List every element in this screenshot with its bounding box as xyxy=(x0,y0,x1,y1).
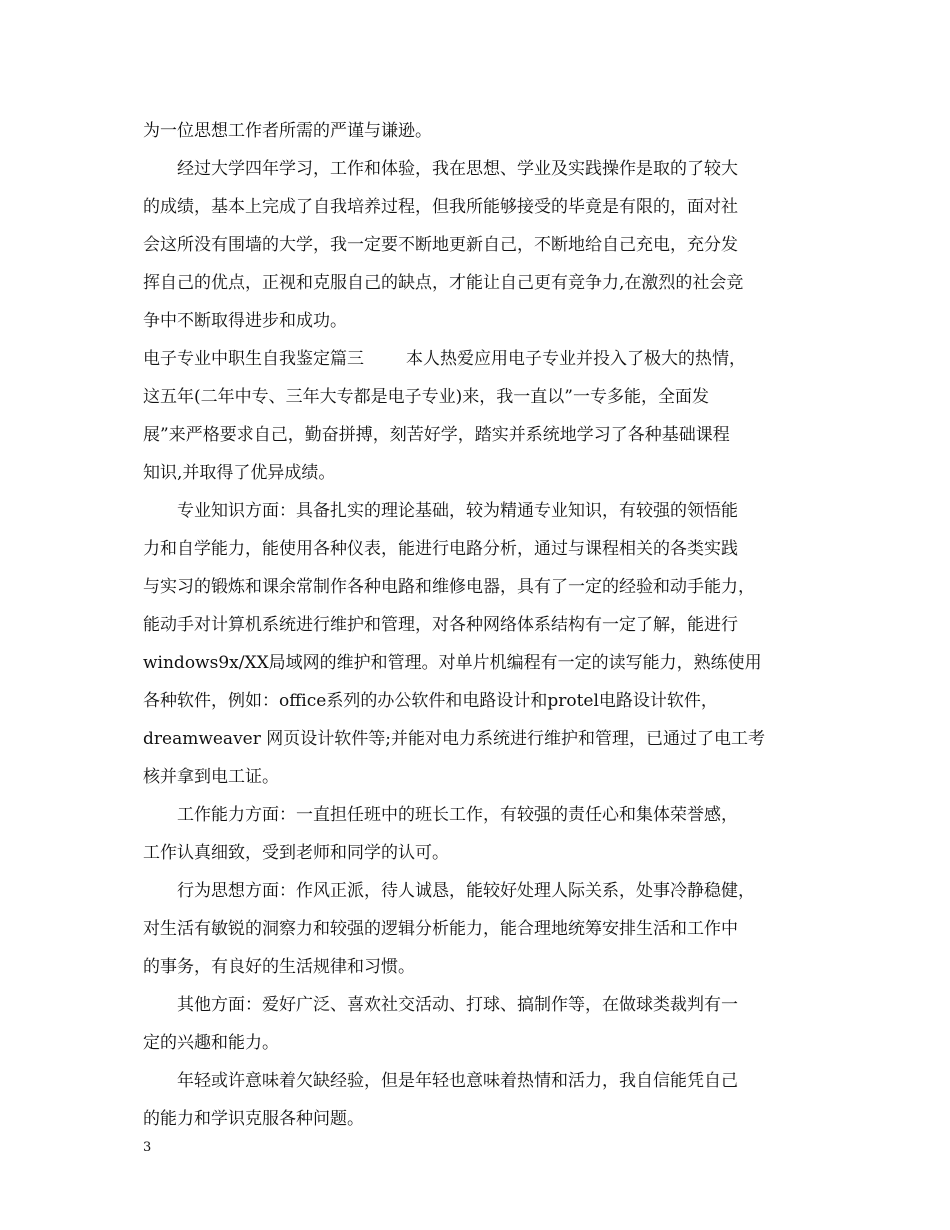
text-line: 的成绩，基本上完成了自我培养过程，但我所能够接受的毕竟是有限的，面对社 xyxy=(143,197,738,217)
section-heading: 电子专业中职生自我鉴定篇三 xyxy=(143,349,364,369)
text-line: 的事务，有良好的生活规律和习惯。 xyxy=(143,957,415,977)
text-line: 会这所没有围墙的大学，我一定要不断地更新自己，不断地给自己充电，充分发 xyxy=(143,235,738,255)
text-line: 核并拿到电工证。 xyxy=(143,767,279,787)
paragraph-start-line: 专业知识方面：具备扎实的理论基础，较为精通专业知识，有较强的领悟能 xyxy=(177,501,738,521)
text-line: 能动手对计算机系统进行维护和管理，对各种网络体系结构有一定了解，能进行 xyxy=(143,615,738,635)
paragraph-start-line: 工作能力方面：一直担任班中的班长工作，有较强的责任心和集体荣誉感， xyxy=(177,805,738,825)
text-line: 争中不断取得进步和成功。 xyxy=(143,311,347,331)
paragraph-start-line: 经过大学四年学习，工作和体验，我在思想、学业及实践操作是取的了较大 xyxy=(177,159,738,179)
section-intro-text: 本人热爱应用电子专业并投入了极大的热情， xyxy=(406,349,746,369)
paragraph-start-line: 行为思想方面：作风正派，待人诚恳，能较好处理人际关系，处事冷静稳健， xyxy=(177,881,755,901)
text-line: 力和自学能力，能使用各种仪表，能进行电路分析，通过与课程相关的各类实践 xyxy=(143,539,738,559)
text-line: 展”来严格要求自己，勤奋拼搏，刻苦好学，踏实并系统地学习了各种基础课程 xyxy=(143,425,730,445)
page-number: 3 xyxy=(143,1140,152,1155)
section-heading-line xyxy=(143,340,833,378)
text-line: 工作认真细致，受到老师和同学的认可。 xyxy=(143,843,449,863)
text-line: 挥自己的优点，正视和克服自己的缺点，才能让自己更有竞争力,在激烈的社会竞 xyxy=(143,273,744,293)
paragraph-start-line: 其他方面：爱好广泛、喜欢社交活动、打球、搞制作等，在做球类裁判有一 xyxy=(177,995,738,1015)
text-line: 各种软件，例如：office系列的办公软件和电路设计和protel电路设计软件， xyxy=(143,691,718,711)
text-line: 这五年(二年中专、三年大专都是电子专业)来，我一直以”一专多能，全面发 xyxy=(143,387,709,407)
text-line: windows9x/XX局域网的维护和管理。对单片机编程有一定的读写能力，熟练使用 xyxy=(143,653,762,673)
text-line: 为一位思想工作者所需的严谨与谦逊。 xyxy=(143,121,432,141)
text-line: 对生活有敏锐的洞察力和较强的逻辑分析能力，能合理地统筹安排生活和工作中 xyxy=(143,919,738,939)
text-line: 定的兴趣和能力。 xyxy=(143,1033,279,1053)
text-line: 与实习的锻炼和课余常制作各种电路和维修电器，具有了一定的经验和动手能力， xyxy=(143,577,755,597)
text-line: dreamweaver 网页设计软件等;并能对电力系统进行维护和管理，已通过了电工考 xyxy=(143,729,765,749)
text-line: 的能力和学识克服各种问题。 xyxy=(143,1109,364,1129)
text-line: 知识,并取得了优异成绩。 xyxy=(143,463,336,483)
paragraph-start-line: 年轻或许意味着欠缺经验，但是年轻也意味着热情和活力，我自信能凭自己 xyxy=(177,1071,738,1091)
document-body xyxy=(143,112,833,1138)
